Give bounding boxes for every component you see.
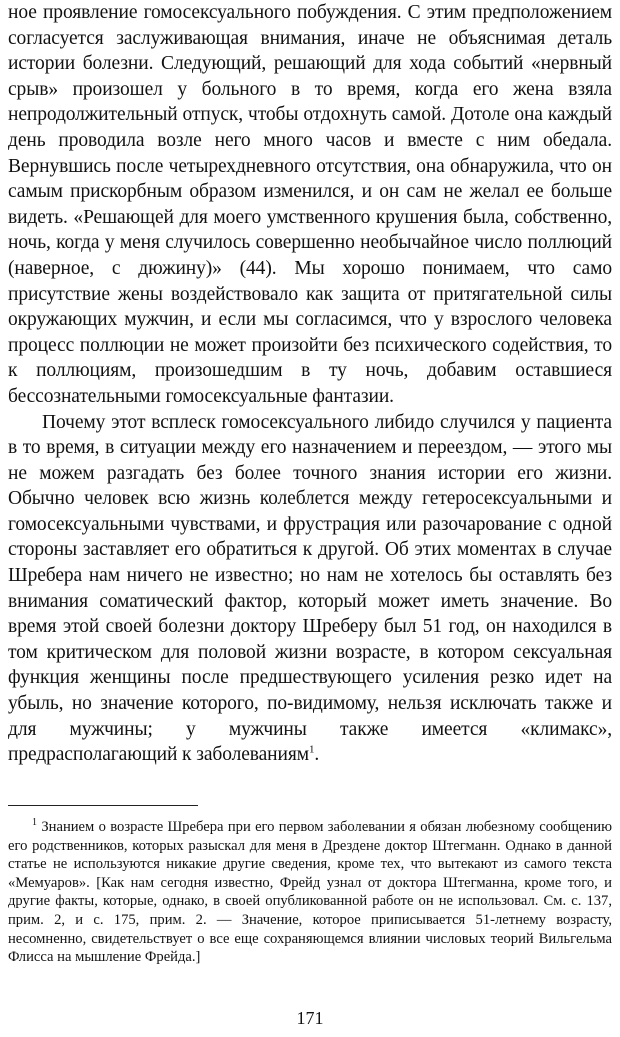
paragraph-1-text: ное проявление гомосексуального побуждения. С этим предположением согласуется заслуживающая внимания, иначе не объяснимая деталь истории болезни. Следующий, решающий для хода событий «нервный срыв» произошел у больного в то время, когда его жена взяла непродолжительный отпуск, чтобы отдохнуть самой. Дотоле она каждый день проводила возле него много часов и вместе с ним обедала. Вернувшись после четырехдневного отсутствия, она обнаружила, что он самым прискорбным образом изменился, и он сам не желал ее больше видеть. «Решающей для моего умственного крушения была, собственно, ночь, когда у меня случилось совершенно необычайное число поллюций (наверное, с дюжину)» (44). Мы хорошо понимаем, что само присутствие жены воздействовало как защита от притягательной силы окружающих мужчин, и если мы согласимся, что у взрослого человека процесс поллюции не может произойти без психического содействия, то к поллюциям, произошедшим в ту ночь, добавим оставшиеся бессознательными гомосексуальные фантазии. bbox=[8, 2, 612, 407]
footnote-text: Знанием о возрасте Шребера при его первом заболевании я обязан любезному сообщению его родственников, которых разыскал для меня в Дрездене доктор Штегманн. Однако в данной статье не используются никакие другие сведения, кроме тех, что вытекают из самого текста «Мемуаров». [Как нам сегодня известно, Фрейд узнал от доктора Штегманна, кроме того, и другие факты, которые, однако, в своей опубликованной работе он не использовал. См. с. 137, прим. 2, и с. 175, прим. 2. — Значение, которое приписывается 51-летнему возрасту, несомненно, свидетельствует о все еще сохраняющемся влиянии числовых теорий Вильгельма Флисса на мышление Фрейда.] bbox=[8, 819, 612, 966]
paragraph-2: Почему этот всплеск гомосексуального либидо случился у пациента в то время, в ситуации между его назначением и переездом, — этого мы не можем разгадать без более точного знания истории его жизни. Обычно человек всю жизнь колеблется между гетеросексуальными и гомосексуальными чувствами, и фрустрация или разочарование с одной стороны заставляет его обратиться к другой. Об этих моментах в случае Шребера нам ничего не известно; но нам не хотелось бы оставлять без внимания соматический фактор, который может иметь значение. Во время этой своей болезни доктору Шреберу был 51 год, он находился в том критическом для половой жизни возрасте, в котором сексуальная функция женщины после предшествующего усиления резко идет на убыль, но значение которого, по-видимому, нельзя исключать также и для мужчины; у мужчины также имеется «климакс», предрасполагающий к заболеваниям$^1$. bbox=[8, 411, 612, 766]
main-text bbox=[8, 0, 612, 768]
footnote-number: 1 bbox=[32, 817, 37, 829]
footnote-divider bbox=[8, 805, 198, 806]
footnote-marker: 1 bbox=[308, 743, 315, 756]
paragraph-2-text: Почему этот всплеск гомосексуального либидо случился у пациента в то время, в ситуации между его назначением и переездом, — этого мы не можем разгадать без более точного знания истории его жизни. Обычно человек всю жизнь колеблется между гетеросексуальными и гомосексуальными чувствами, и фрустрация или разочарование с одной стороны заставляет его обратиться к другой. Об этих моментах в случае Шребера нам ничего не известно; но нам не хотелось бы оставлять без внимания соматический фактор, который может иметь значение. Во время этой своей болезни доктору Шреберу был 51 год, он находился в том критическом для половой жизни возрасте, в котором сексуальная функция женщины после предшествующего усиления резко идет на убыль, но значение которого, по-видимому, нельзя исключать также и для мужчины; у мужчины также имеется «климакс», предрасполагающий к заболеваниям bbox=[8, 411, 612, 766]
paragraph-1 bbox=[8, 0, 612, 410]
footnote bbox=[8, 818, 612, 967]
page-number: 171 bbox=[296, 1008, 324, 1028]
